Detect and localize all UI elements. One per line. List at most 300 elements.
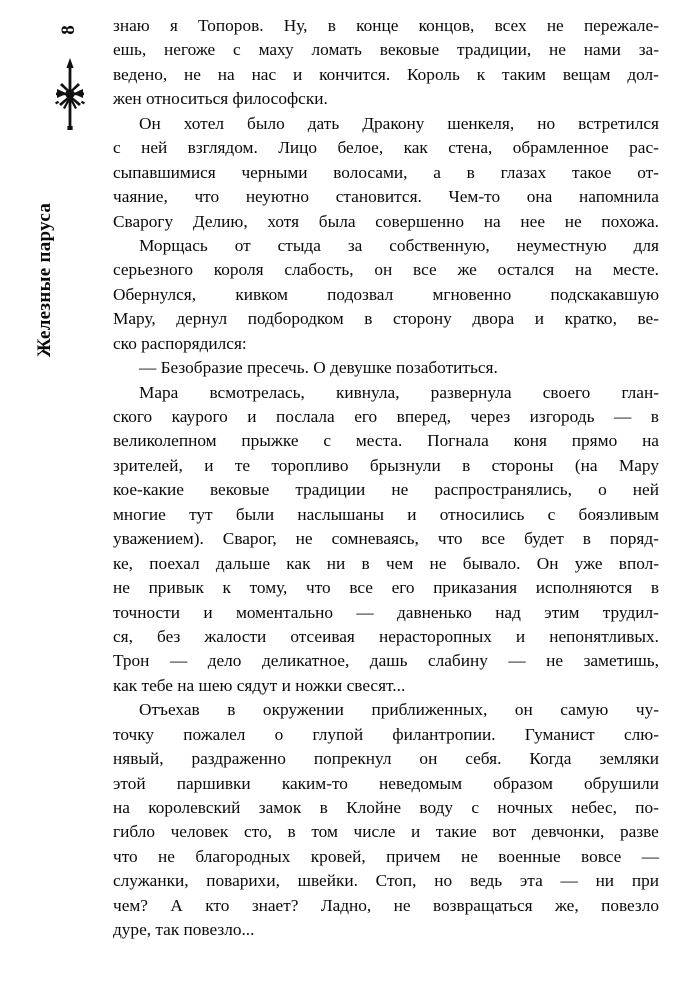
word: обрушили: [584, 773, 659, 793]
word: я: [169, 16, 178, 35]
word: не: [295, 529, 313, 549]
word: (на: [574, 455, 598, 475]
word: боязливым: [578, 504, 659, 524]
word: ни: [595, 871, 615, 891]
word: слабость,: [284, 260, 354, 280]
word: сто,: [243, 822, 272, 842]
word: Лицо: [278, 138, 318, 158]
word: всмотрелась,: [209, 382, 305, 402]
word: впол-: [618, 553, 659, 573]
word: он: [374, 260, 393, 280]
word: на: [483, 211, 501, 231]
text-line: [113, 112, 659, 136]
word: и: [203, 602, 213, 622]
word: в: [287, 822, 296, 842]
word: ломать: [311, 40, 362, 60]
word: моментально: [235, 602, 334, 622]
word: остался: [497, 260, 555, 280]
word: ся,: [113, 626, 133, 646]
word: раздраженно: [191, 749, 286, 769]
word: гибло: [113, 822, 155, 842]
word: стена,: [448, 138, 493, 158]
word: тому,: [249, 578, 288, 598]
word: таким: [501, 64, 546, 84]
word: Ладно,: [320, 895, 372, 915]
word: на: [217, 64, 235, 84]
word: дальше: [215, 553, 271, 573]
word: и: [247, 407, 257, 426]
word: Король: [407, 64, 460, 84]
text-line: [113, 258, 659, 282]
paragraph: [113, 356, 659, 380]
word: было: [247, 113, 285, 133]
word: Клойне: [346, 798, 402, 817]
word: прыжке: [241, 431, 299, 451]
word: подозвал: [327, 284, 394, 304]
word: чаяние,: [113, 187, 168, 207]
word: Погнала: [427, 431, 489, 451]
word: не: [564, 211, 582, 231]
word: как: [403, 138, 428, 158]
word: Сварогу: [113, 211, 174, 231]
word: не: [460, 846, 478, 866]
text-line: дуре, так повезло...: [113, 920, 255, 940]
word: от-: [637, 162, 659, 182]
word: Топоров.: [198, 16, 264, 35]
word: совершенно: [375, 211, 465, 231]
word: концов,: [418, 16, 475, 35]
word: не: [184, 64, 201, 84]
word: будет: [524, 529, 564, 549]
body-text: [113, 14, 659, 943]
text-line: [113, 747, 659, 771]
word: дол-: [627, 64, 659, 84]
word: деликатное,: [261, 651, 350, 671]
word: пережале-: [583, 16, 659, 35]
word: отсеивая: [290, 626, 355, 646]
word: Мара: [139, 382, 179, 402]
word: образом: [493, 773, 553, 793]
word: А: [170, 895, 183, 915]
word: —: [169, 651, 188, 671]
word: при: [631, 871, 659, 891]
text-line: [113, 63, 659, 87]
word: —: [508, 651, 526, 671]
word: знает?: [251, 895, 299, 915]
text-line: [113, 576, 659, 600]
word: и: [515, 626, 526, 646]
word: точности: [113, 602, 180, 622]
word: все: [349, 578, 373, 598]
word: от: [234, 235, 251, 255]
word: с: [323, 431, 332, 451]
word: кто: [205, 895, 230, 915]
word: каурого: [171, 407, 228, 426]
text-line: [113, 283, 659, 307]
word: нами: [583, 40, 621, 60]
word: с: [471, 798, 480, 817]
word: вещам: [562, 64, 611, 84]
text-line: [113, 772, 659, 796]
word: уважением).: [113, 529, 204, 549]
text-line: [113, 38, 659, 62]
word: стороны: [491, 455, 554, 475]
word: причем: [386, 846, 441, 866]
text-line: [113, 210, 659, 234]
word: нас: [251, 64, 277, 84]
text-line: [113, 527, 659, 551]
word: ведь: [469, 871, 503, 891]
text-line: [113, 478, 659, 502]
word: привык: [148, 578, 204, 598]
word: вот: [492, 822, 517, 842]
word: этой: [113, 773, 146, 793]
word: не: [158, 846, 175, 866]
word: Чем-то: [448, 187, 501, 207]
text-line: [113, 894, 659, 918]
word: конце: [356, 16, 399, 35]
word: Дракону: [362, 113, 425, 133]
word: поряд-: [609, 529, 659, 549]
word: дело: [207, 651, 242, 671]
word: приближенных,: [371, 700, 488, 720]
paragraph: [113, 698, 659, 942]
word: Ну,: [283, 16, 308, 35]
text-line: [113, 552, 659, 576]
text-line: [113, 796, 659, 820]
word: филантропии.: [392, 724, 496, 744]
text-line: [113, 820, 659, 844]
word: его: [391, 578, 415, 598]
word: многие: [113, 504, 166, 524]
word: окружении: [262, 700, 344, 720]
word: мгновенно: [432, 284, 512, 304]
word: стыда: [277, 235, 321, 255]
word: служанки,: [113, 871, 189, 891]
word: и: [407, 504, 417, 524]
word: взглядом.: [187, 138, 258, 158]
word: чу-: [635, 700, 659, 720]
word: такое: [571, 162, 612, 182]
word: чем: [385, 553, 414, 573]
text-line: [113, 625, 659, 649]
word: о: [274, 724, 284, 744]
word: но: [537, 113, 556, 133]
word: знаю: [113, 16, 150, 35]
word: разве: [619, 822, 659, 842]
word: не: [391, 480, 409, 500]
word: но: [434, 871, 453, 891]
word: швейки.: [297, 871, 358, 891]
word: наслышаны: [297, 504, 385, 524]
word: Морщась: [139, 235, 208, 255]
word: не: [546, 651, 564, 671]
word: поварихи,: [206, 871, 280, 891]
word: с: [547, 504, 556, 524]
word: Гуманист: [524, 724, 595, 744]
text-line: [113, 429, 659, 453]
word: в: [327, 16, 336, 35]
paragraph: [113, 14, 659, 112]
word: ночных: [497, 798, 554, 817]
text-line: [113, 649, 659, 673]
word: Трон: [113, 651, 150, 671]
word: ней: [141, 138, 168, 158]
word: глазах: [500, 162, 547, 182]
word: к: [222, 578, 231, 598]
word: неуместную: [516, 235, 607, 255]
word: Делию,: [192, 211, 248, 231]
word: военные: [498, 846, 561, 866]
word: девчонки,: [531, 822, 605, 842]
word: дернул: [176, 309, 228, 329]
word: для: [633, 235, 659, 255]
word: тут: [189, 504, 213, 524]
word: ней: [632, 480, 659, 500]
word: королевский: [148, 798, 241, 817]
word: кивнула,: [335, 382, 400, 402]
text-line: [113, 234, 659, 258]
word: слабину: [427, 651, 488, 671]
word: вперед,: [396, 407, 451, 426]
word: напомнила: [579, 187, 659, 207]
word: нявый,: [113, 749, 164, 769]
word: дашь: [369, 651, 408, 671]
word: торопливо: [271, 455, 349, 475]
word: Мару,: [113, 309, 156, 329]
word: не: [546, 16, 564, 35]
word: ешь,: [113, 40, 147, 60]
word: своего: [542, 382, 591, 402]
word: вековые: [210, 480, 270, 500]
word: —: [560, 871, 578, 891]
word: паршивки: [176, 773, 251, 793]
word: небес,: [571, 798, 617, 817]
word: Он: [139, 113, 161, 133]
word: были: [235, 504, 275, 524]
word: же: [457, 260, 477, 280]
word: поехал: [149, 553, 200, 573]
word: подбородком: [247, 309, 344, 329]
word: этим: [544, 602, 580, 622]
word: неуютно: [245, 187, 310, 207]
running-title: [0, 150, 90, 410]
word: эта: [519, 871, 543, 891]
word: маху: [258, 40, 294, 60]
word: самую: [560, 700, 609, 720]
paragraph: [113, 112, 659, 234]
word: без: [157, 626, 181, 646]
word: нее: [520, 211, 546, 231]
text-line: [113, 136, 659, 160]
word: не: [113, 578, 130, 598]
text-line: — Безобразие пресечь. О девушке позаботиться.: [139, 358, 498, 378]
word: вовсе: [581, 846, 622, 866]
word: шенкеля,: [447, 113, 515, 133]
word: воду: [419, 798, 454, 817]
word: на: [113, 798, 130, 817]
text-line: [113, 454, 659, 478]
text-line: ско распорядился:: [113, 333, 247, 353]
word: к: [476, 64, 486, 84]
word: изгородь: [529, 407, 595, 426]
word: заметишь,: [583, 651, 659, 671]
word: он: [419, 749, 438, 769]
word: благородных: [195, 846, 291, 866]
page-margin-column: [0, 0, 105, 1000]
word: похожа.: [601, 211, 659, 231]
word: о: [598, 480, 607, 500]
word: коня: [513, 431, 547, 451]
word: же,: [554, 895, 579, 915]
word: попрекнул: [313, 749, 392, 769]
word: кое-какие: [113, 480, 184, 500]
word: —: [613, 407, 632, 426]
word: —: [356, 602, 374, 622]
word: традиции,: [456, 40, 532, 60]
word: числе: [353, 822, 396, 842]
word: давненько: [397, 602, 472, 622]
word: черными: [241, 162, 308, 182]
word: Мару: [618, 455, 659, 475]
word: великолепном: [113, 431, 217, 451]
word: становится.: [335, 187, 422, 207]
word: послала: [276, 407, 335, 426]
word: за: [347, 235, 363, 255]
word: места.: [355, 431, 403, 451]
word: над: [495, 602, 521, 622]
word: волосами,: [333, 162, 408, 182]
word: месте.: [612, 260, 659, 280]
word: дать: [307, 113, 340, 133]
word: с: [113, 138, 121, 158]
word: встретился: [578, 113, 659, 133]
word: белое,: [337, 138, 384, 158]
word: кратко,: [564, 309, 617, 329]
word: возвращаться: [433, 895, 533, 915]
word: приказания: [433, 578, 518, 598]
word: кивком: [235, 284, 288, 304]
word: замок: [258, 798, 302, 817]
word: ке,: [113, 553, 133, 573]
word: а: [433, 162, 441, 182]
word: и: [411, 822, 421, 842]
text-line: [113, 869, 659, 893]
word: через: [470, 407, 511, 426]
word: неведомым: [379, 773, 463, 793]
word: что: [194, 187, 220, 207]
word: нерасторопных: [378, 626, 492, 646]
word: была: [318, 211, 356, 231]
word: его: [354, 407, 378, 426]
word: в: [364, 309, 373, 329]
word: себя.: [465, 749, 502, 769]
word: ведено,: [113, 64, 168, 84]
word: пожалел: [183, 724, 246, 744]
word: точку: [113, 724, 155, 744]
word: в: [650, 578, 659, 598]
word: человек: [170, 822, 229, 842]
word: зрителей,: [113, 455, 183, 475]
word: прямо: [571, 431, 618, 451]
word: повезло: [601, 895, 659, 915]
paragraph: [113, 234, 659, 356]
word: не: [429, 553, 447, 573]
word: обрамленное: [512, 138, 609, 158]
word: слю-: [623, 724, 659, 744]
word: развернула: [430, 382, 512, 402]
word: такие: [435, 822, 477, 842]
word: трудил-: [602, 602, 659, 622]
text-line: [113, 845, 659, 869]
word: Отъехав: [139, 700, 200, 720]
word: Обернулся,: [113, 284, 197, 304]
word: что: [306, 578, 331, 598]
word: на: [574, 260, 592, 280]
word: кончится.: [319, 64, 391, 84]
word: что: [113, 846, 138, 866]
text-line: [113, 381, 659, 405]
word: ского: [113, 407, 153, 426]
word: жалости: [204, 626, 267, 646]
word: сыпавшимися: [113, 162, 216, 182]
word: он: [514, 700, 533, 720]
word: в: [319, 798, 328, 817]
word: в: [462, 455, 471, 475]
word: в: [361, 553, 370, 573]
text-line: [113, 698, 659, 722]
word: Сварог,: [222, 529, 277, 549]
word: хотел: [183, 113, 225, 133]
paragraph: [113, 381, 659, 699]
word: негоже: [164, 40, 216, 60]
text-line: [113, 14, 659, 38]
word: что: [437, 529, 463, 549]
word: подскакавшую: [550, 284, 659, 304]
word: —: [641, 846, 659, 866]
word: хотя: [267, 211, 300, 231]
word: серьезного: [113, 260, 193, 280]
word: брызнули: [369, 455, 441, 475]
text-line: [113, 405, 659, 429]
word: вековые: [379, 40, 440, 60]
word: чем?: [113, 895, 148, 915]
word: рас-: [629, 138, 659, 158]
word: непонятливых.: [549, 626, 659, 646]
word: двора: [472, 309, 515, 329]
word: традиции: [295, 480, 366, 500]
word: в: [582, 529, 591, 549]
word: за-: [638, 40, 659, 60]
text-line: [113, 307, 659, 331]
word: в: [227, 700, 236, 720]
text-line: [113, 185, 659, 209]
word: бывало.: [462, 553, 521, 573]
word: относились: [439, 504, 525, 524]
word: на: [642, 431, 659, 451]
word: Когда: [529, 749, 572, 769]
word: в: [466, 162, 475, 182]
word: собственную,: [389, 235, 490, 255]
word: и: [293, 64, 303, 84]
word: и: [204, 455, 214, 475]
word: короля: [213, 260, 264, 280]
word: сторону: [393, 309, 452, 329]
word: как: [286, 553, 311, 573]
word: кровей,: [310, 846, 366, 866]
word: не: [549, 40, 566, 60]
word: все: [413, 260, 437, 280]
